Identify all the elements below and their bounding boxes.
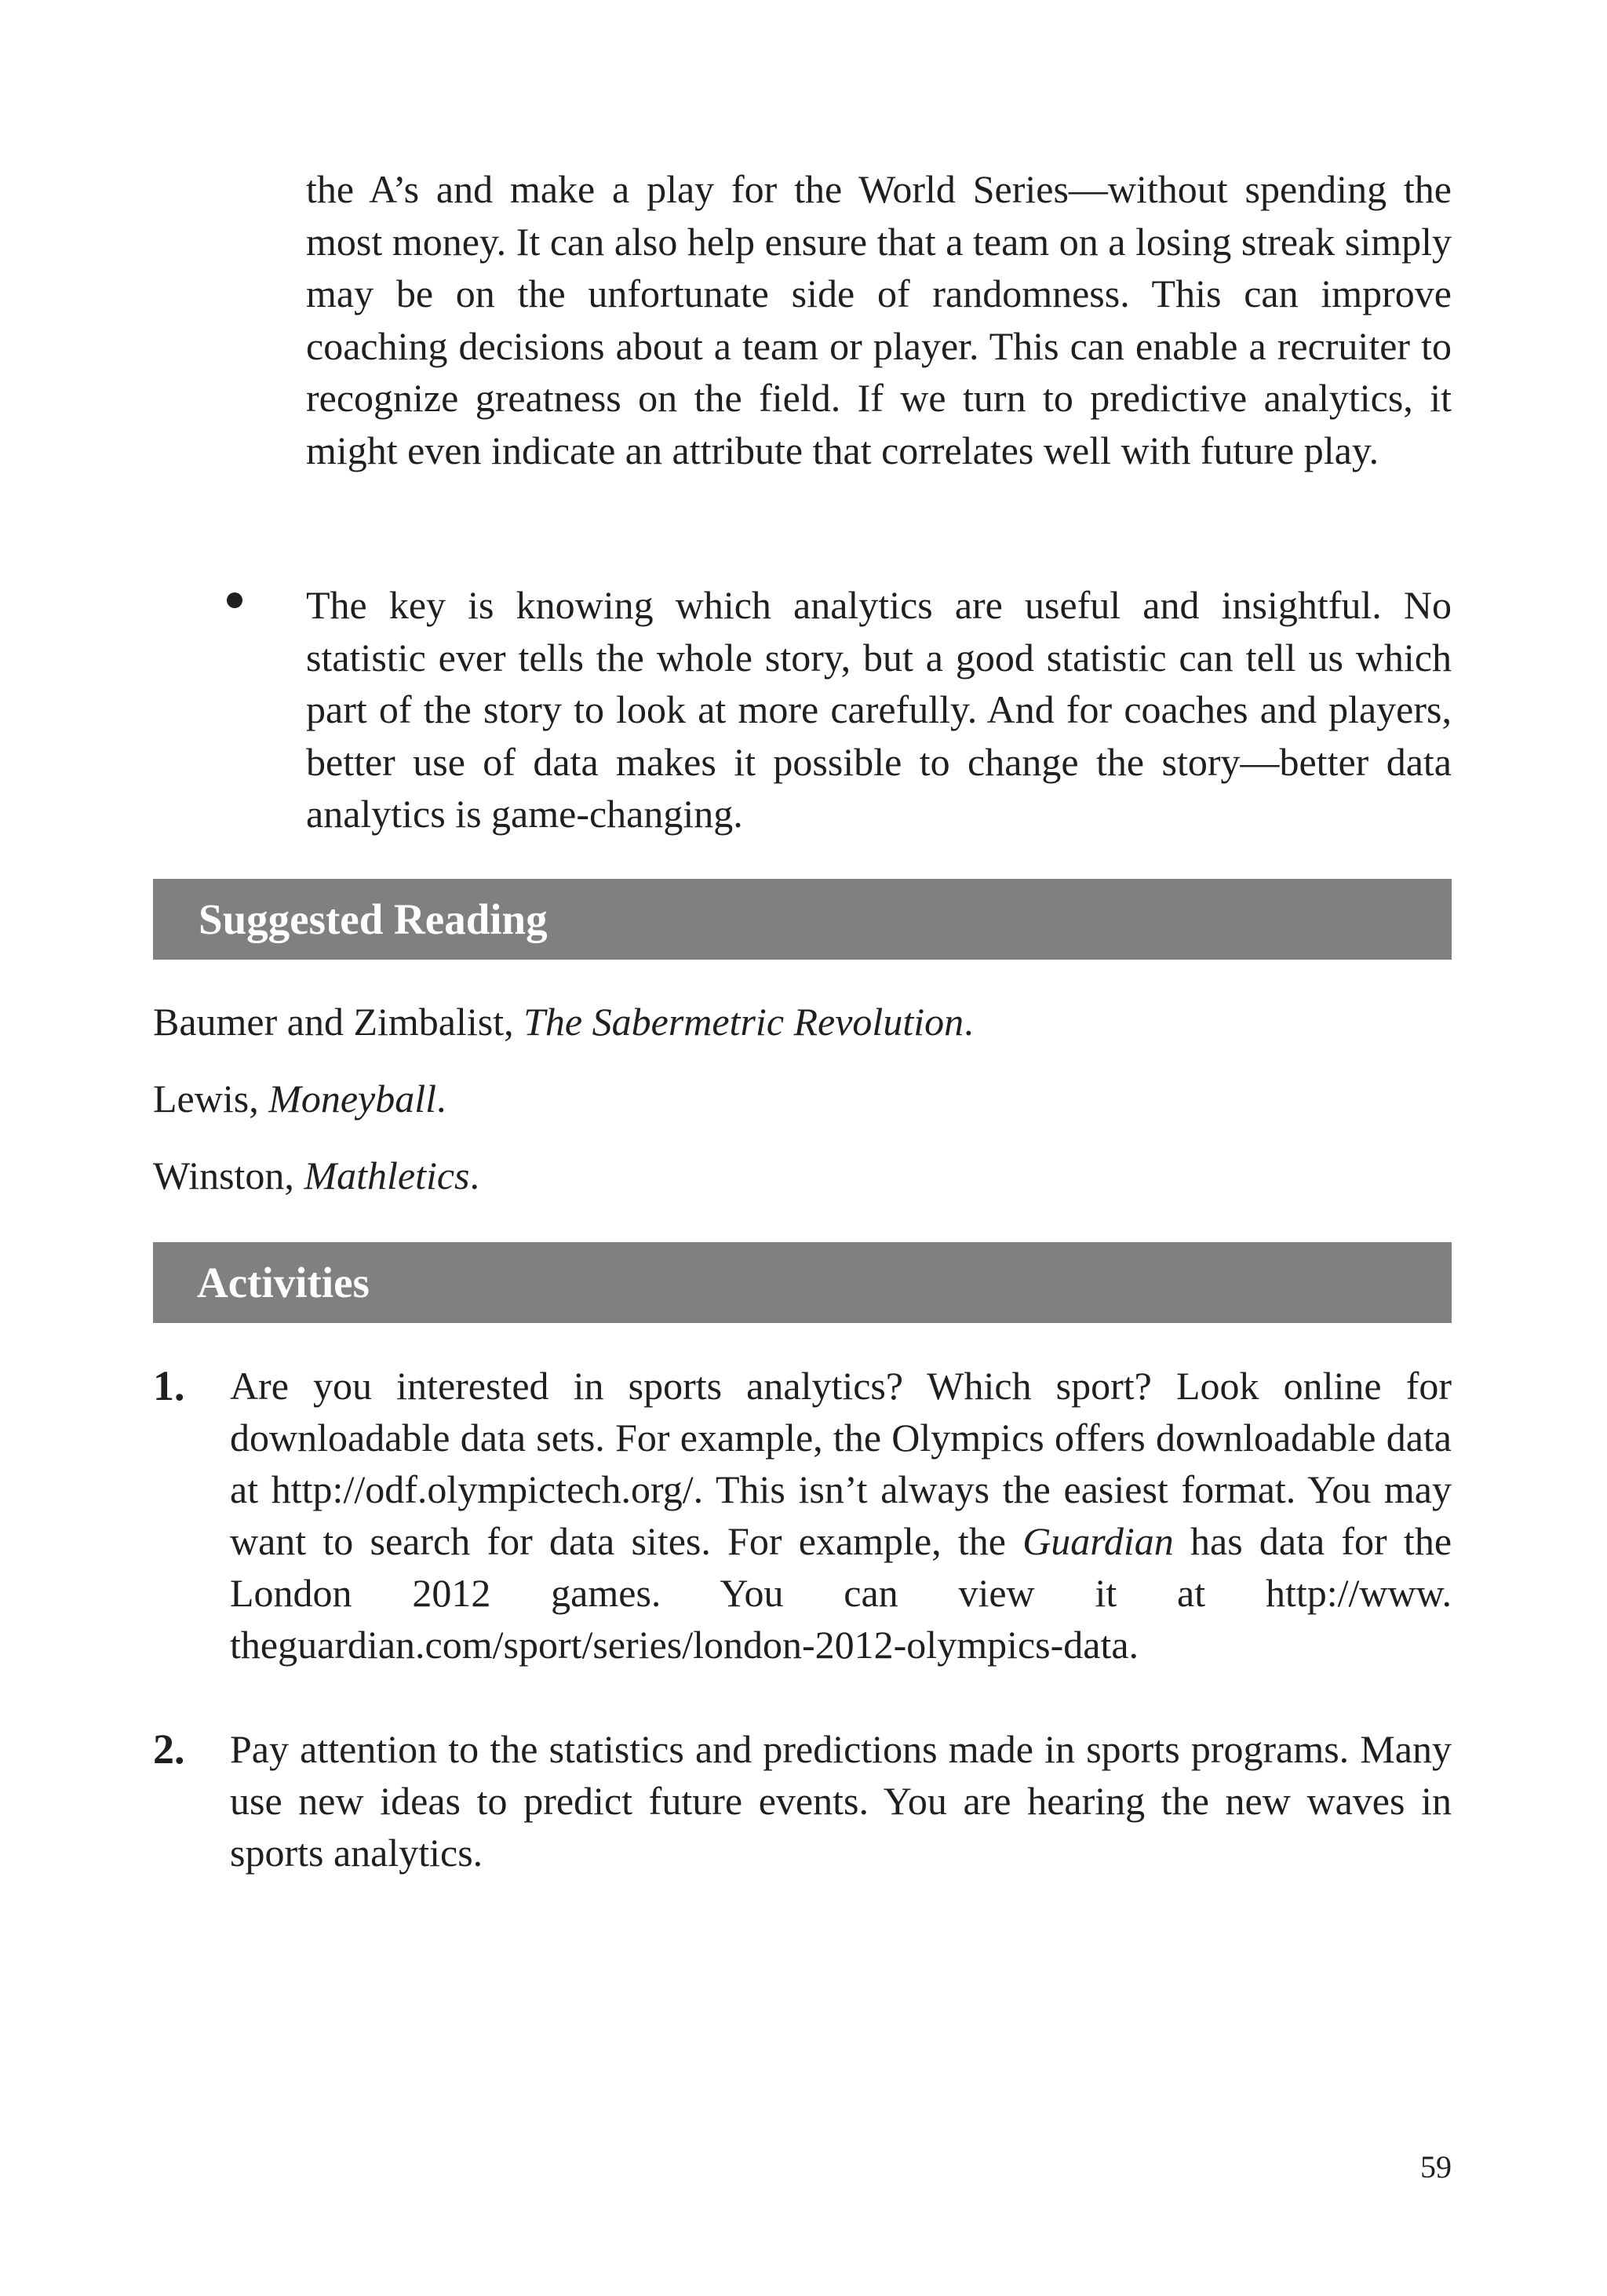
activity-text-part: has data for the London 2012 games. You can view it at http://www. theguardian.com/sport/series/london-2012-olympics-data. <box>230 1519 1452 1667</box>
activity-number: 2. <box>153 1726 185 1773</box>
intro-continued-paragraph: the A’s and make a play for the World Series—without spending the most money. It can also help ensure that a team on a losing streak simply may be on the unfortunate side of randomness. This can improve coaching decisions about a team or player. This can enable a recruiter to recognize greatness on the field. If we turn to predictive analytics, it might even indicate an attribute that correlates well with future play. <box>306 167 1452 472</box>
activity-italic-source: Guardian <box>1022 1519 1174 1563</box>
activity-text <box>230 1360 1452 1671</box>
reading-author: Lewis, <box>153 1077 269 1121</box>
page-number: 59 <box>1420 2149 1452 2185</box>
suggested-reading-heading: Suggested Reading <box>153 879 1452 960</box>
reading-end: . <box>436 1077 446 1121</box>
activity-number: 1. <box>153 1362 185 1409</box>
reading-item <box>153 996 974 1048</box>
reading-author: Baumer and Zimbalist, <box>153 1000 524 1044</box>
reading-title: The Sabermetric Revolution <box>523 1000 964 1044</box>
activity-text-part: Are you interested in sports analytics? Which sport? Look online for downloadable data sets. For example, the Olympics offers downloadable data at http://odf.olympictech.org/. This isn’t always the easiest format. You may want to search for data sites. For example, the <box>230 1364 1452 1563</box>
activities-heading: Activities <box>153 1242 1452 1323</box>
reading-title: Moneyball <box>268 1077 437 1121</box>
reading-item <box>153 1073 446 1124</box>
key-insight-bullet-text: The key is knowing which analytics are useful and insightful. No statistic ever tells the whole story, but a good statistic can tell us which part of the story to look at more carefully. And for coaches and players, better use of data makes it possible to change the story—better data analytics is game-changing. <box>306 583 1452 836</box>
reading-end: . <box>469 1153 479 1197</box>
reading-item <box>153 1150 479 1201</box>
bullet-icon <box>227 592 242 608</box>
activity-text: Pay attention to the statistics and predictions made in sports programs. Many use new ideas to predict future events. You are hearing the new waves in sports analytics. <box>230 1727 1452 1875</box>
reading-end: . <box>964 1000 974 1044</box>
reading-title: Mathletics <box>304 1153 470 1197</box>
reading-author: Winston, <box>153 1153 304 1197</box>
